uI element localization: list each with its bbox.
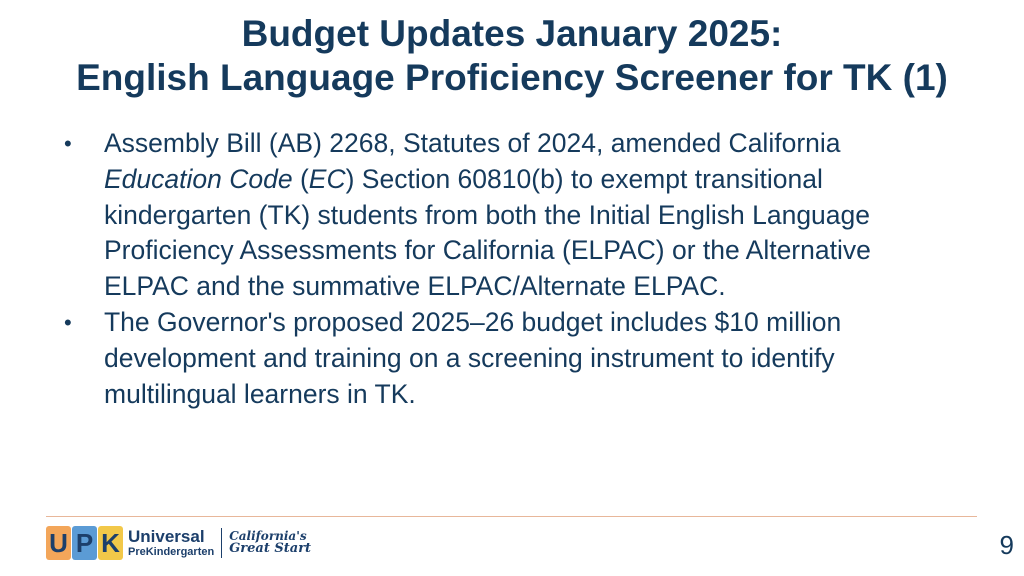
logo-tile-p: P: [72, 526, 97, 560]
logo-divider: [221, 528, 222, 558]
logo-brand-line1: Universal: [128, 527, 205, 546]
title-line-2: English Language Proficiency Screener for TK (1): [76, 57, 948, 98]
logo-tagline-line2: Great Start: [229, 541, 312, 557]
logo-brand: [128, 528, 214, 558]
logo-tile-u: U: [46, 526, 71, 560]
bullet-1-part3: ) Section 60810(b) to exempt transitional kindergarten (TK) students from both the Initial English Language Proficiency Assessments for California (ELPAC) or the Alternative ELPAC and the summative ELPAC/Alternate ELPAC.: [104, 163, 871, 302]
bullet-1-text: [104, 128, 871, 301]
logo-brand-line2: PreKindergarten: [128, 546, 215, 558]
upk-logo: [46, 524, 311, 562]
bullet-list: [60, 126, 960, 412]
slide-title: [0, 12, 1024, 100]
bullet-1-part2: (: [292, 163, 309, 194]
bullet-2-text: The Governor's proposed 2025–26 budget includes $10 million development and training on a screening instrument to identify multilingual learners in TK.: [104, 306, 842, 409]
footer-divider: [46, 516, 977, 517]
logo-tile-k: K: [98, 526, 123, 560]
bullet-item-1: [60, 126, 960, 305]
bullet-item-2: [60, 305, 960, 412]
logo-tagline-line1: California's: [229, 528, 307, 543]
bullet-icon: •: [64, 309, 72, 335]
title-line-1: Budget Updates January 2025:: [241, 13, 783, 54]
bullet-1-italic-ec: EC: [308, 163, 346, 194]
bullet-1-part1: Assembly Bill (AB) 2268, Statutes of 2024, amended California: [104, 128, 841, 158]
bullet-icon: •: [64, 131, 72, 156]
logo-tagline: [229, 530, 311, 556]
page-number: 9: [999, 530, 1014, 560]
bullet-1-italic-education-code: Education Code: [104, 163, 293, 194]
